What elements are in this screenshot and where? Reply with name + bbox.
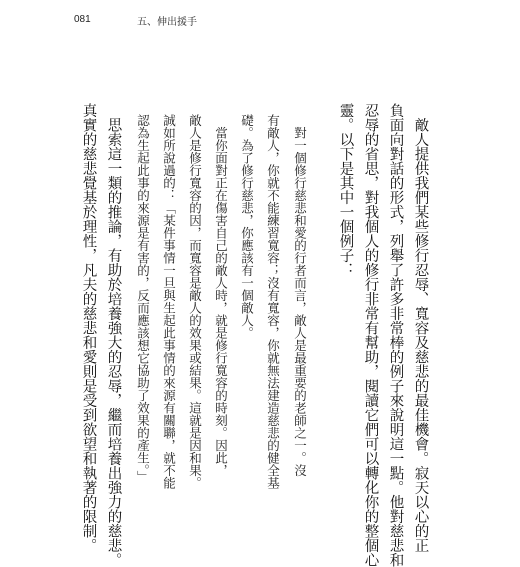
- quote-column-7: 認為生起此事的來源是有害的，反而應該想它協助了效果的產生。」: [135, 114, 151, 483]
- quote-column-1: 對一個修行慈悲和愛的行者而言，敵人是最重要的老師之一。沒: [292, 114, 308, 477]
- text-column-1: 敵人提供我們某些修行忍辱、寬容及慈悲的最佳機會。寂天以心的正: [412, 103, 429, 553]
- quote-column-2: 有敵人，你就不能練習寬容；沒有寬容，你就無法建造慈悲的健全基: [265, 114, 281, 489]
- text-column-4: 靈。以下是其中一個例子：: [337, 103, 354, 277]
- text-column-2: 負面向對話的形式，列舉了許多非常棒的例子來說明這一點。他對慈悲和: [387, 103, 404, 567]
- quote-column-6: 誠如所說過的：「某件事情一旦與生起此事情的來源有關聯，就不能: [161, 114, 177, 489]
- quote-column-5: 敵人是修行寬容的因，而寬容是敵人的效果或結果。這就是因和果。: [187, 114, 203, 489]
- quote-column-3: 礎。為了修行慈悲，你應該有一個敵人。: [239, 114, 255, 339]
- text-column-5: 思索這一類的推論，有助於培養強大的忍辱，繼而培養出強力的慈悲。: [105, 103, 122, 567]
- quote-column-4: 當你面對正在傷害自己的敵人時，就是修行寬容的時刻。因此，: [213, 114, 229, 477]
- page-number: 081: [74, 14, 91, 25]
- text-column-6: 真實的慈悲覺基於理性，凡夫的慈悲和愛則是受到欲望和執著的限制。: [80, 103, 97, 553]
- running-header: 五、伸出援手: [137, 17, 197, 28]
- text-column-3: 忍辱的省思，對我個人的修行非常有幫助，閱讀它們可以轉化你的整個心: [362, 103, 379, 567]
